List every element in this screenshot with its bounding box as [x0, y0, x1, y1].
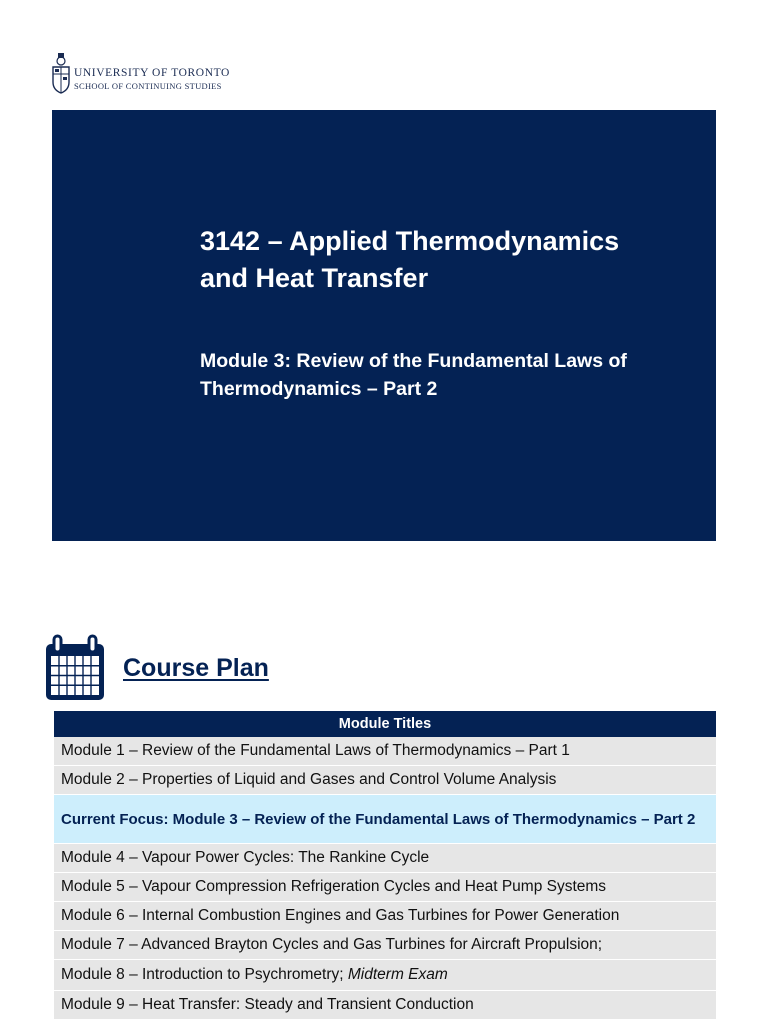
- midterm-exam-label: Midterm Exam: [347, 966, 448, 983]
- course-plan-heading: Course Plan: [123, 654, 269, 682]
- course-title: 3142 – Applied Thermodynamics and Heat Transfer: [200, 226, 620, 293]
- logo-university-name: UNIVERSITY OF TORONTO: [74, 67, 230, 79]
- university-logo: [52, 52, 230, 94]
- table-row-module-6: Module 6 – Internal Combustion Engines and Gas Turbines for Power Generation: [54, 902, 716, 931]
- table-row-current-focus: Current Focus: Module 3 – Review of the Fundamental Laws of Thermodynamics – Part 2: [54, 795, 716, 844]
- table-row-module-8: [54, 960, 716, 991]
- module-table: [54, 711, 716, 1020]
- calendar-icon: [44, 634, 106, 702]
- title-panel: [52, 110, 716, 541]
- crest-icon: [52, 52, 70, 94]
- module-subtitle: Module 3: Review of the Fundamental Laws of Thermodynamics – Part 2: [200, 350, 627, 400]
- table-row-module-4: Module 4 – Vapour Power Cycles: The Rankine Cycle: [54, 844, 716, 873]
- table-row-module-1: Module 1 – Review of the Fundamental Laws of Thermodynamics – Part 1: [54, 737, 716, 766]
- logo-school-name: SCHOOL OF CONTINUING STUDIES: [74, 80, 222, 91]
- module-8-text: Module 8 – Introduction to Psychrometry;: [61, 966, 348, 983]
- table-row-module-9: Module 9 – Heat Transfer: Steady and Transient Conduction: [54, 991, 716, 1020]
- table-row-module-5: Module 5 – Vapour Compression Refrigeration Cycles and Heat Pump Systems: [54, 873, 716, 902]
- table-header: Module Titles: [54, 711, 716, 737]
- table-row-module-7: Module 7 – Advanced Brayton Cycles and Gas Turbines for Aircraft Propulsion;: [54, 931, 716, 960]
- table-row-module-2: Module 2 – Properties of Liquid and Gases and Control Volume Analysis: [54, 766, 716, 795]
